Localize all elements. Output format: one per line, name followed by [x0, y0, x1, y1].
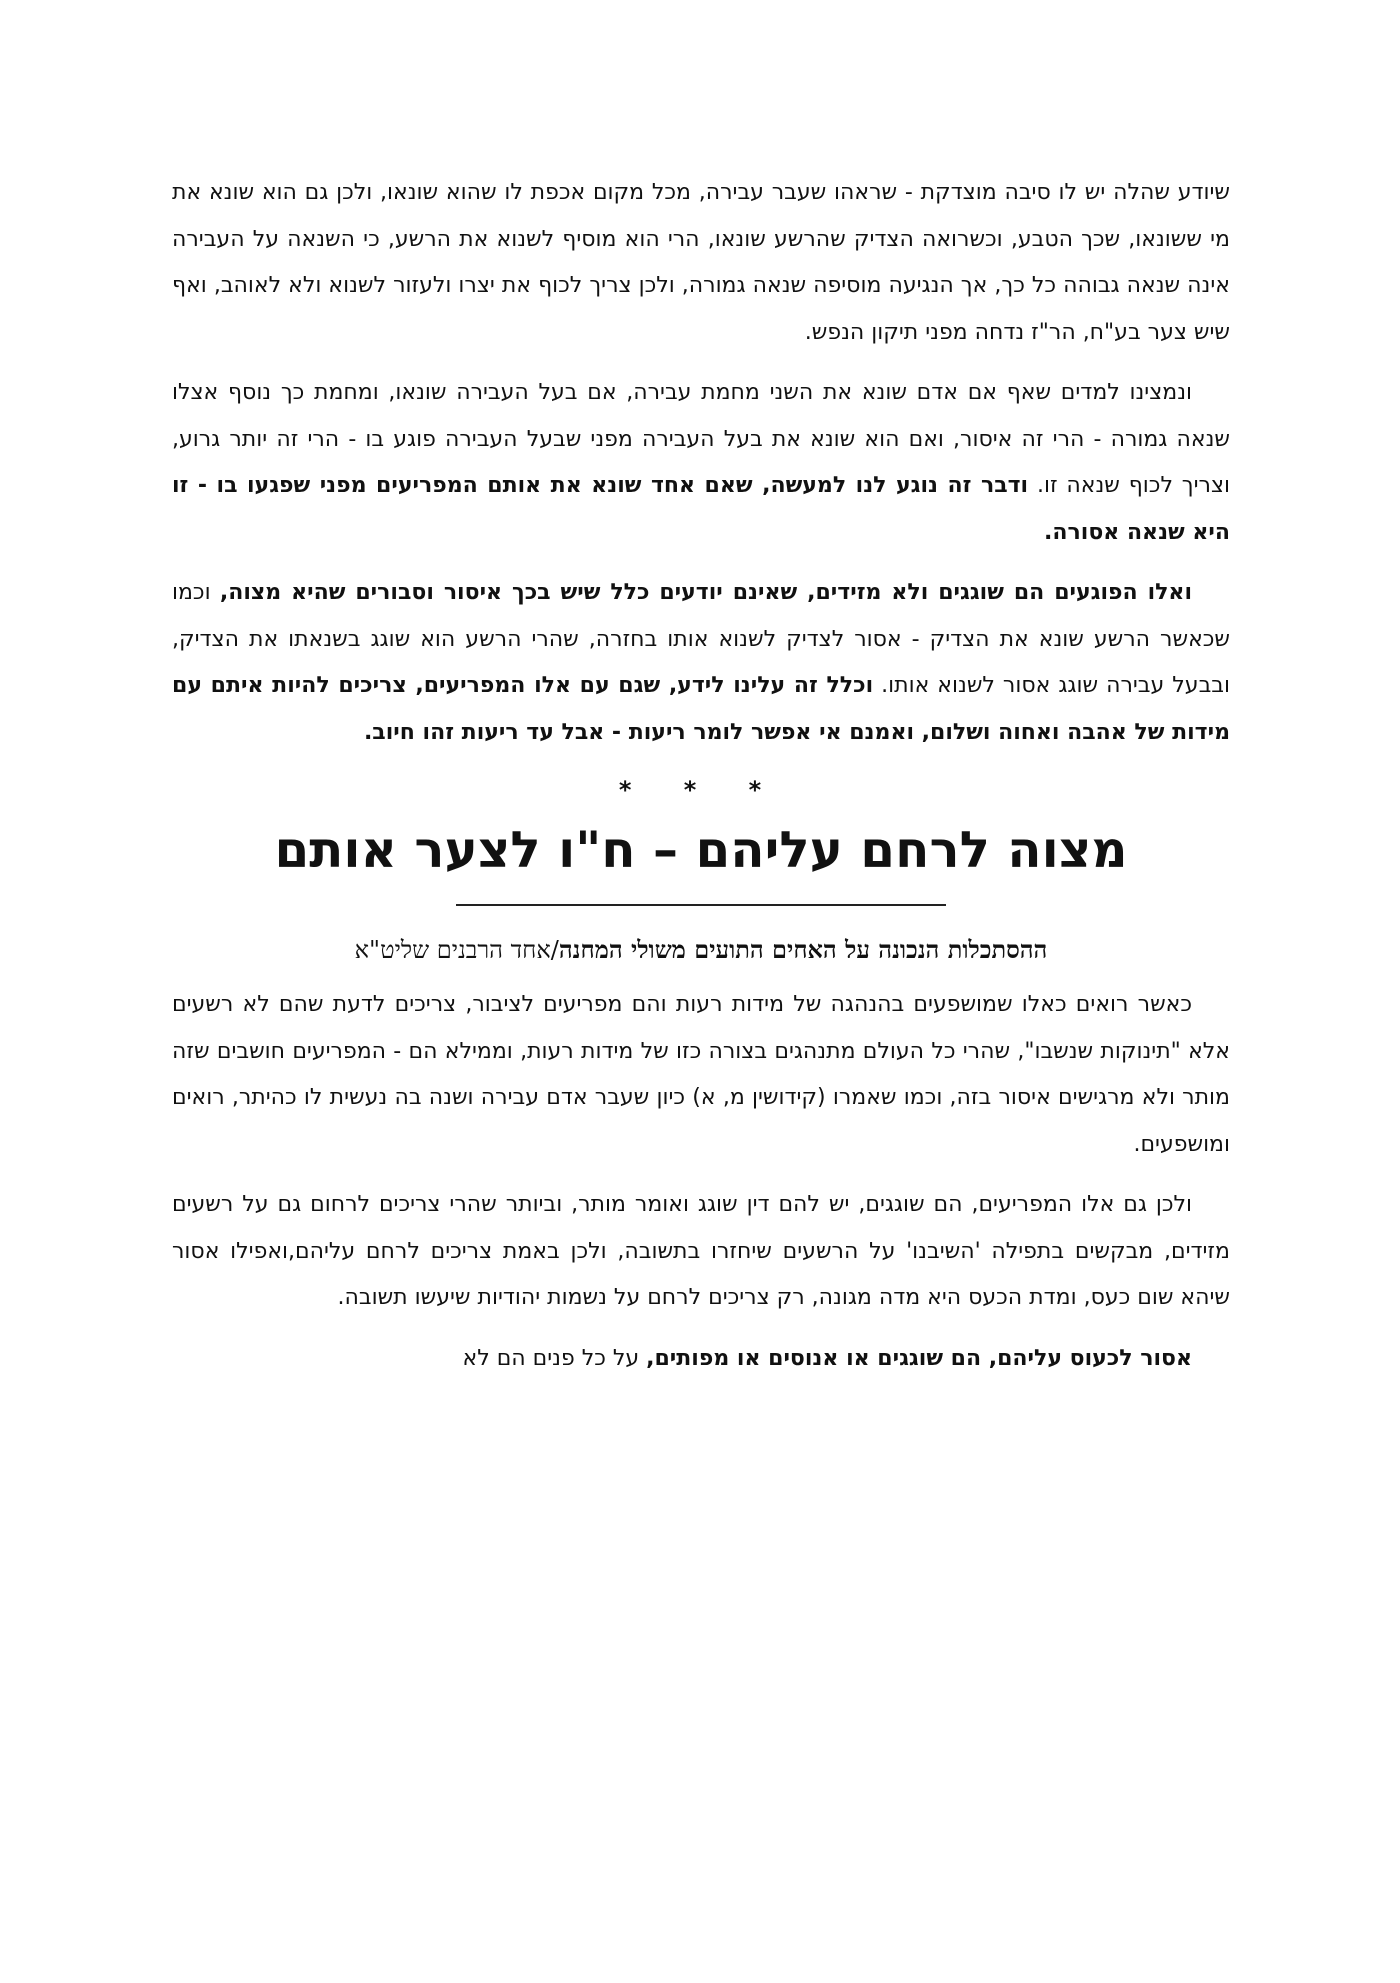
paragraph-2 — [172, 370, 1230, 556]
paragraph-3 — [172, 570, 1230, 756]
text-column — [172, 170, 1230, 1396]
subtitle-author: אחד הרבנים שליט"א — [354, 936, 551, 964]
article-subtitle — [172, 930, 1230, 970]
paragraph-run: כאשר רואים כאלו שמושפעים בהנהגה של מידות רעות והם מפריעים לציבור, צריכים לדעת שהם לא רשעים אלא "תינוקות שנשבו", שהרי כל העולם מתנהגים בצורה כזו של מידות רעות, וממילא הם - המפריעים חושבים שזה מותר ולא מרגישים איסור בזה, וכמו שאמרו (קידושין מ, א) כיון שעבר אדם עבירה ושנה בה נעשית לו כהיתר, רואים ומושפעים. — [172, 992, 1230, 1157]
paragraph-run: וכמו שכאשר הרשע שונא את הצדיק - אסור לצדיק לשנוא אותו בחזרה, שהרי הרשע הוא שוגג בשנאתו את הצדיק, ובבעל עבירה שוגג אסור לשנוא אותו. — [172, 580, 1230, 698]
paragraph-run-bold: ואלו הפוגעים הם שוגגים ולא מזידים, שאינם יודעים כלל שיש בכך איסור וסבורים שהיא מצוה, — [219, 580, 1193, 605]
section-2 — [172, 818, 1230, 1382]
paragraph-run-bold: וכלל זה עלינו לידע, שגם עם אלו המפריעים, צריכים להיות איתם עם מידות של אהבה ואחוה ושלום, ואמנם אי אפשר לומר ריעות - אבל עד ריעות זהו חיוב. — [172, 673, 1230, 745]
subtitle-separator: / — [550, 936, 559, 964]
section-divider-stars: * * * — [618, 776, 784, 804]
paragraph-run: ונמצינו למדים שאף אם אדם שונא את השני מחמת עבירה, אם בעל העבירה שונאו, ומחמת כך נוסף אצלו שנאה גמורה - הרי זה איסור, ואם הוא שונא את בעל העבירה מפני שבעל העבירה פוגע בו - הרי זה יותר גרוע, וצריך לכוף שנאה זו. — [172, 380, 1230, 498]
article-title: מצוה לרחם עליהם – ח"ו לצער אותם — [274, 821, 1128, 879]
section-1 — [172, 170, 1230, 756]
paragraph-run-bold: ודבר זה נוגע לנו למעשה, שאם אחד שונא את אותם המפריעים מפני שפגעו בו - זו היא שנאה אסורה. — [172, 473, 1230, 545]
subtitle-source: ההסתכלות הנכונה על האחים התועים משולי המחנה — [558, 935, 1048, 964]
paragraph-run-bold: אסור לכעוס עליהם, הם שוגגים או אנוסים או מפותים, — [646, 1345, 1192, 1371]
paragraph-run: ולכן גם אלו המפריעים, הם שוגגים, יש להם דין שוגג ואומר מותר, וביותר שהרי צריכים לרחום גם על רשעים מזידים, מבקשים בתפילה 'השיבנו' על הרשעים שיחזרו בתשובה, ולכן באמת צריכים לרחם עליהם,ואפילו אסור שיהא שום כעס, ומדת הכעס היא מדה מגונה, רק צריכים לרחם על נשמות יהודיות שיעשו תשובה. — [172, 1192, 1230, 1310]
title-underline-rule — [456, 904, 946, 906]
paragraph-4 — [172, 982, 1230, 1168]
paragraph-1 — [172, 170, 1230, 356]
paragraph-5 — [172, 1182, 1230, 1322]
paragraph-run: שיודע שהלה יש לו סיבה מוצדקת - שראהו שעבר עבירה, מכל מקום אכפת לו שהוא שונאו, ולכן גם הוא שונא את מי ששונאו, שכך הטבע, וכשרואה הצדיק שהרשע שונאו, הרי הוא מוסיף לשנוא את הרשע, כי השנאה על העבירה אינה שנאה גבוהה כל כך, אך הנגיעה מוסיפה שנאה גמורה, ולכן צריך לכוף את יצרו ולעזור לשנוא ולא לאוהב, ואף שיש צער בע"ח, הר"ז נדחה מפני תיקון הנפש. — [172, 180, 1230, 345]
paragraph-run: על כל פנים הם לא — [462, 1345, 647, 1371]
paragraph-6 — [172, 1336, 1230, 1383]
